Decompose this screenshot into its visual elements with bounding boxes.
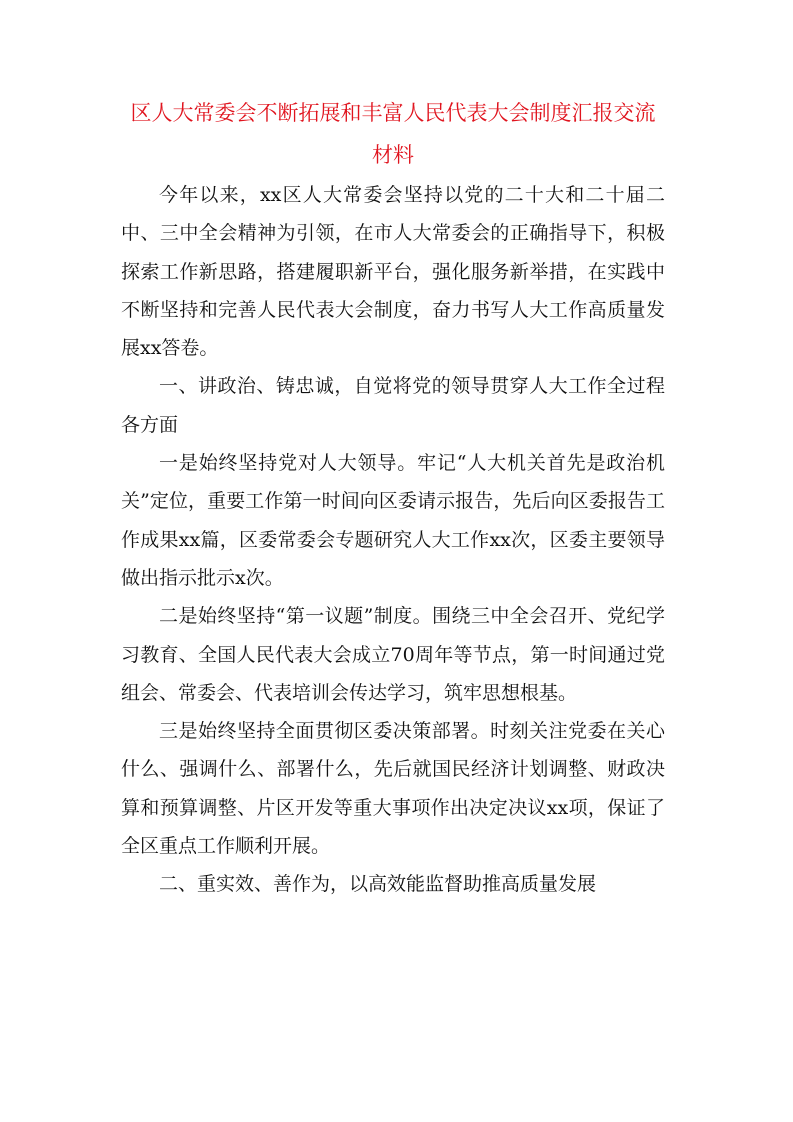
paragraph-point-3: 三是始终坚持全面贯彻区委决策部署。时刻关注党委在关心什么、强调什么、部署什么，先后就国民经济计划调整、财政决算和预算调整、片区开发等重大事项作出决定决议xx项，保证了全区重点工作顺利开展。 (121, 720, 665, 858)
title-line-2: 材料 (372, 143, 414, 167)
document-title (121, 92, 665, 176)
title-line-1: 区人大常委会不断拓展和丰富人民代表大会制度汇报交流 (130, 101, 656, 125)
paragraph-intro: 今年以来，xx区人大常委会坚持以党的二十大和二十届二中、三中全会精神为引领，在市人大常委会的正确指导下，积极探索工作新思路，搭建履职新平台，强化服务新举措，在实践中不断坚持和完善人民代表大会制度，奋力书写人大工作高质量发展xx答卷。 (121, 184, 665, 360)
document-page (121, 92, 665, 904)
paragraph-point-2: 二是始终坚持“第一议题”制度。围绕三中全会召开、党纪学习教育、全国人民代表大会成立70周年等节点，第一时间通过党组会、常委会、代表培训会传达学习，筑牢思想根基。 (121, 605, 665, 704)
section-heading-2: 二、重实效、善作为，以高效能监督助推高质量发展 (159, 873, 597, 896)
section-heading-1: 一、讲政治、铸忠诚，自觉将党的领导贯穿人大工作全过程各方面 (121, 375, 665, 436)
paragraph-point-1: 一是始终坚持党对人大领导。牢记“人大机关首先是政治机关”定位，重要工作第一时间向区委请示报告，先后向区委报告工作成果xx篇，区委常委会专题研究人大工作xx次，区委主要领导做出指示批示x次。 (121, 452, 665, 589)
